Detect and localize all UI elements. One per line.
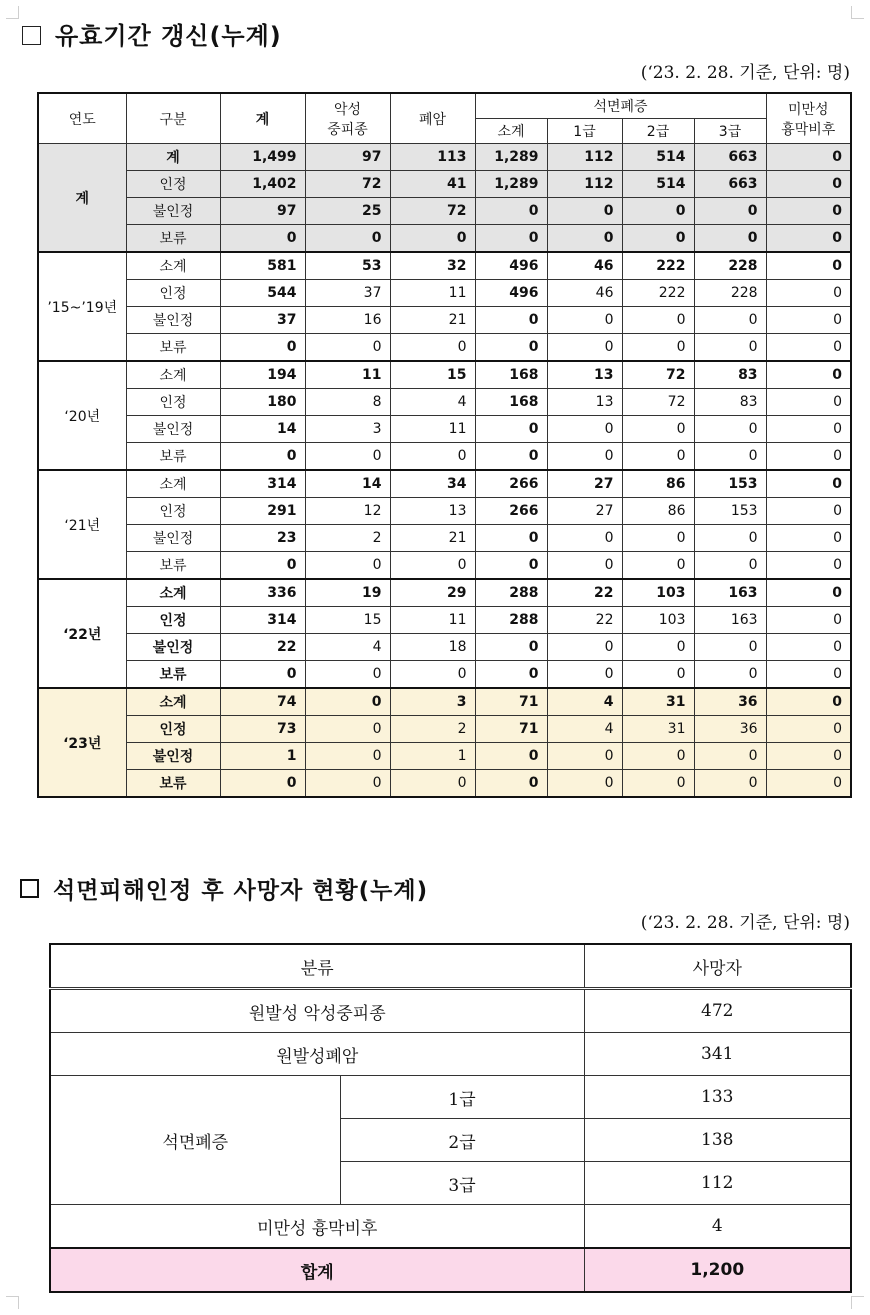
- value-cell: 21: [390, 525, 475, 552]
- row-value-total: 1,200: [584, 1248, 851, 1292]
- table-row: [38, 389, 851, 416]
- value-cell: 0: [305, 443, 390, 471]
- value-cell: 0: [390, 225, 475, 253]
- table-row: [38, 252, 851, 280]
- page-corner-mark: [6, 1296, 19, 1309]
- value-cell: 0: [305, 770, 390, 798]
- category-cell: 불인정: [126, 307, 220, 334]
- value-cell: 0: [766, 389, 851, 416]
- category-cell: 계: [126, 144, 220, 171]
- value-cell: 228: [694, 252, 766, 280]
- value-cell: 153: [694, 498, 766, 525]
- value-cell: 0: [220, 443, 305, 471]
- header-pleural-thickening: [766, 93, 851, 144]
- table-row: [38, 552, 851, 580]
- value-cell: 581: [220, 252, 305, 280]
- value-cell: 0: [547, 416, 622, 443]
- value-cell: 228: [694, 280, 766, 307]
- row-value-pleural: 4: [584, 1205, 851, 1249]
- header-pleural-bottom: 흉막비후: [781, 121, 836, 138]
- value-cell: 0: [766, 525, 851, 552]
- header-malignant-mesothelioma: [305, 93, 390, 144]
- category-cell: 불인정: [126, 525, 220, 552]
- value-cell: 0: [694, 443, 766, 471]
- value-cell: 0: [475, 552, 547, 580]
- value-cell: 103: [622, 607, 694, 634]
- table-row: [38, 361, 851, 389]
- value-cell: 0: [390, 443, 475, 471]
- value-cell: 4: [547, 716, 622, 743]
- value-cell: 0: [622, 552, 694, 580]
- row-value-mesothelioma: 472: [584, 989, 851, 1033]
- header-category: 구분: [126, 93, 220, 144]
- value-cell: 0: [622, 225, 694, 253]
- value-cell: 1: [390, 743, 475, 770]
- value-cell: 0: [547, 770, 622, 798]
- value-cell: 336: [220, 579, 305, 607]
- section2-heading: [20, 872, 428, 905]
- value-cell: 0: [390, 334, 475, 362]
- year-cell: ‘20년: [38, 361, 126, 470]
- year-cell: ‘22년: [38, 579, 126, 688]
- header-asbestosis: 석면폐증: [475, 93, 766, 119]
- value-cell: 19: [305, 579, 390, 607]
- section1-unit-note: (‘23. 2. 28. 기준, 단위: 명): [640, 63, 850, 83]
- value-cell: 31: [622, 716, 694, 743]
- category-cell: 보류: [126, 770, 220, 798]
- table-row: [38, 634, 851, 661]
- value-cell: 0: [694, 416, 766, 443]
- category-cell: 보류: [126, 443, 220, 471]
- value-cell: 0: [220, 225, 305, 253]
- table-row: [38, 607, 851, 634]
- value-cell: 194: [220, 361, 305, 389]
- value-cell: 0: [622, 743, 694, 770]
- value-cell: 266: [475, 498, 547, 525]
- value-cell: 0: [220, 334, 305, 362]
- value-cell: 41: [390, 171, 475, 198]
- value-cell: 97: [305, 144, 390, 171]
- value-cell: 15: [305, 607, 390, 634]
- value-cell: 3: [390, 688, 475, 716]
- category-cell: 보류: [126, 661, 220, 689]
- value-cell: 0: [622, 634, 694, 661]
- value-cell: 0: [766, 634, 851, 661]
- value-cell: 36: [694, 716, 766, 743]
- value-cell: 22: [220, 634, 305, 661]
- value-cell: 0: [622, 198, 694, 225]
- value-cell: 72: [622, 389, 694, 416]
- value-cell: 0: [475, 525, 547, 552]
- value-cell: 0: [547, 525, 622, 552]
- value-cell: 86: [622, 498, 694, 525]
- value-cell: 0: [766, 443, 851, 471]
- table-row: [38, 470, 851, 498]
- value-cell: 0: [694, 307, 766, 334]
- table-row: [38, 225, 851, 253]
- header-malignant-top: 악성: [333, 101, 362, 118]
- value-cell: 0: [622, 334, 694, 362]
- value-cell: 83: [694, 389, 766, 416]
- section2-title: 석면피해인정 후 사망자 현황(누계): [53, 878, 429, 904]
- value-cell: 544: [220, 280, 305, 307]
- header-lung-cancer: 폐암: [390, 93, 475, 144]
- category-cell: 인정: [126, 498, 220, 525]
- value-cell: 0: [766, 770, 851, 798]
- value-cell: 103: [622, 579, 694, 607]
- value-cell: 27: [547, 498, 622, 525]
- value-cell: 11: [390, 280, 475, 307]
- value-cell: 514: [622, 171, 694, 198]
- value-cell: 0: [390, 661, 475, 689]
- value-cell: 0: [766, 607, 851, 634]
- table-row: [38, 743, 851, 770]
- value-cell: 37: [305, 280, 390, 307]
- page-corner-mark: [6, 6, 19, 19]
- value-cell: 13: [547, 389, 622, 416]
- row-label-total: 합계: [50, 1248, 584, 1292]
- header-grade3: 3급: [694, 119, 766, 144]
- table-row: [38, 198, 851, 225]
- value-cell: 32: [390, 252, 475, 280]
- value-cell: 97: [220, 198, 305, 225]
- value-cell: 496: [475, 252, 547, 280]
- value-cell: 0: [766, 198, 851, 225]
- section2-unit-note: (‘23. 2. 28. 기준, 단위: 명): [640, 913, 850, 933]
- value-cell: 0: [766, 416, 851, 443]
- value-cell: 222: [622, 280, 694, 307]
- value-cell: 71: [475, 688, 547, 716]
- value-cell: 11: [305, 361, 390, 389]
- value-cell: 0: [475, 661, 547, 689]
- table-row: [38, 525, 851, 552]
- value-cell: 113: [390, 144, 475, 171]
- value-cell: 288: [475, 579, 547, 607]
- row-value-grade3: 112: [584, 1162, 851, 1205]
- page-corner-mark: [851, 1296, 864, 1309]
- value-cell: 0: [694, 334, 766, 362]
- value-cell: 21: [390, 307, 475, 334]
- category-cell: 인정: [126, 607, 220, 634]
- value-cell: 0: [220, 661, 305, 689]
- table-row: [38, 307, 851, 334]
- row-label-pleural: 미만성 흉막비후: [50, 1205, 584, 1249]
- value-cell: 0: [305, 334, 390, 362]
- value-cell: 0: [622, 307, 694, 334]
- value-cell: 0: [475, 634, 547, 661]
- value-cell: 0: [305, 661, 390, 689]
- table-row: [38, 579, 851, 607]
- value-cell: 12: [305, 498, 390, 525]
- value-cell: 0: [475, 225, 547, 253]
- value-cell: 0: [766, 361, 851, 389]
- value-cell: 1,289: [475, 144, 547, 171]
- value-cell: 0: [305, 552, 390, 580]
- category-cell: 인정: [126, 389, 220, 416]
- value-cell: 18: [390, 634, 475, 661]
- value-cell: 4: [547, 688, 622, 716]
- category-cell: 소계: [126, 470, 220, 498]
- value-cell: 0: [547, 552, 622, 580]
- value-cell: 2: [305, 525, 390, 552]
- section1-heading: [22, 16, 282, 51]
- value-cell: 8: [305, 389, 390, 416]
- value-cell: 0: [475, 334, 547, 362]
- value-cell: 0: [766, 334, 851, 362]
- header-classification: 분류: [50, 944, 584, 989]
- value-cell: 0: [766, 280, 851, 307]
- row-value-grade2: 138: [584, 1119, 851, 1162]
- year-cell: ’15~’19년: [38, 252, 126, 361]
- table-row: [38, 498, 851, 525]
- value-cell: 0: [390, 770, 475, 798]
- value-cell: 0: [766, 552, 851, 580]
- row-label-grade3: 3급: [340, 1162, 584, 1205]
- value-cell: 2: [390, 716, 475, 743]
- category-cell: 인정: [126, 280, 220, 307]
- value-cell: 1,499: [220, 144, 305, 171]
- category-cell: 소계: [126, 252, 220, 280]
- row-value-grade1: 133: [584, 1076, 851, 1119]
- row-label-asbestosis: 석면폐증: [50, 1076, 340, 1205]
- value-cell: 11: [390, 607, 475, 634]
- year-cell: 계: [38, 144, 126, 253]
- value-cell: 83: [694, 361, 766, 389]
- value-cell: 25: [305, 198, 390, 225]
- year-cell: ‘23년: [38, 688, 126, 797]
- value-cell: 73: [220, 716, 305, 743]
- value-cell: 0: [475, 743, 547, 770]
- row-label-lung-cancer: 원발성폐암: [50, 1033, 584, 1076]
- page-corner-mark: [851, 6, 864, 19]
- value-cell: 71: [475, 716, 547, 743]
- value-cell: 0: [766, 144, 851, 171]
- value-cell: 14: [305, 470, 390, 498]
- value-cell: 0: [694, 634, 766, 661]
- value-cell: 0: [766, 716, 851, 743]
- value-cell: 0: [766, 470, 851, 498]
- value-cell: 72: [622, 361, 694, 389]
- value-cell: 153: [694, 470, 766, 498]
- year-cell: ‘21년: [38, 470, 126, 579]
- value-cell: 0: [547, 307, 622, 334]
- value-cell: 46: [547, 252, 622, 280]
- value-cell: 86: [622, 470, 694, 498]
- value-cell: 663: [694, 171, 766, 198]
- value-cell: 0: [390, 552, 475, 580]
- value-cell: 0: [766, 171, 851, 198]
- value-cell: 0: [766, 307, 851, 334]
- value-cell: 0: [622, 770, 694, 798]
- value-cell: 1,289: [475, 171, 547, 198]
- value-cell: 314: [220, 607, 305, 634]
- category-cell: 소계: [126, 688, 220, 716]
- table-row: [38, 443, 851, 471]
- table-row: [38, 716, 851, 743]
- value-cell: 0: [547, 198, 622, 225]
- category-cell: 인정: [126, 716, 220, 743]
- header-grade1: 1급: [547, 119, 622, 144]
- value-cell: 0: [305, 716, 390, 743]
- renewal-table: [37, 92, 852, 798]
- category-cell: 인정: [126, 171, 220, 198]
- value-cell: 168: [475, 361, 547, 389]
- table-row: [38, 688, 851, 716]
- value-cell: 514: [622, 144, 694, 171]
- value-cell: 31: [622, 688, 694, 716]
- value-cell: 4: [390, 389, 475, 416]
- table-row: [38, 770, 851, 798]
- value-cell: 496: [475, 280, 547, 307]
- value-cell: 22: [547, 579, 622, 607]
- value-cell: 0: [475, 416, 547, 443]
- value-cell: 288: [475, 607, 547, 634]
- value-cell: 46: [547, 280, 622, 307]
- value-cell: 23: [220, 525, 305, 552]
- value-cell: 0: [475, 198, 547, 225]
- value-cell: 0: [694, 552, 766, 580]
- value-cell: 0: [766, 252, 851, 280]
- value-cell: 663: [694, 144, 766, 171]
- value-cell: 1: [220, 743, 305, 770]
- checkbox-square-icon: [20, 879, 39, 898]
- value-cell: 72: [390, 198, 475, 225]
- value-cell: 72: [305, 171, 390, 198]
- value-cell: 0: [694, 225, 766, 253]
- value-cell: 0: [694, 525, 766, 552]
- table-row: [38, 280, 851, 307]
- value-cell: 0: [305, 225, 390, 253]
- value-cell: 291: [220, 498, 305, 525]
- value-cell: 0: [547, 743, 622, 770]
- header-deaths: 사망자: [584, 944, 851, 989]
- value-cell: 0: [622, 525, 694, 552]
- value-cell: 37: [220, 307, 305, 334]
- value-cell: 168: [475, 389, 547, 416]
- value-cell: 0: [305, 743, 390, 770]
- value-cell: 0: [220, 552, 305, 580]
- row-label-grade2: 2급: [340, 1119, 584, 1162]
- value-cell: 13: [547, 361, 622, 389]
- checkbox-square-icon: [22, 26, 41, 45]
- deaths-table: [49, 943, 852, 1293]
- value-cell: 0: [622, 443, 694, 471]
- category-cell: 불인정: [126, 416, 220, 443]
- value-cell: 0: [305, 688, 390, 716]
- value-cell: 112: [547, 144, 622, 171]
- table-row: [38, 416, 851, 443]
- value-cell: 22: [547, 607, 622, 634]
- value-cell: 29: [390, 579, 475, 607]
- category-cell: 소계: [126, 579, 220, 607]
- value-cell: 266: [475, 470, 547, 498]
- table-row: [38, 144, 851, 171]
- value-cell: 13: [390, 498, 475, 525]
- value-cell: 0: [220, 770, 305, 798]
- value-cell: 27: [547, 470, 622, 498]
- value-cell: 0: [766, 225, 851, 253]
- row-value-lung-cancer: 341: [584, 1033, 851, 1076]
- category-cell: 불인정: [126, 634, 220, 661]
- table-row: [38, 334, 851, 362]
- value-cell: 14: [220, 416, 305, 443]
- table-row: [38, 661, 851, 689]
- value-cell: 16: [305, 307, 390, 334]
- value-cell: 0: [694, 770, 766, 798]
- value-cell: 180: [220, 389, 305, 416]
- value-cell: 34: [390, 470, 475, 498]
- value-cell: 15: [390, 361, 475, 389]
- value-cell: 3: [305, 416, 390, 443]
- value-cell: 0: [694, 661, 766, 689]
- value-cell: 36: [694, 688, 766, 716]
- header-subtotal: 소계: [475, 119, 547, 144]
- table-row: [38, 171, 851, 198]
- category-cell: 보류: [126, 334, 220, 362]
- value-cell: 0: [547, 334, 622, 362]
- header-pleural-top: 미만성: [788, 101, 829, 118]
- value-cell: 0: [547, 443, 622, 471]
- header-year: 연도: [38, 93, 126, 144]
- value-cell: 1,402: [220, 171, 305, 198]
- row-label-mesothelioma: 원발성 악성중피종: [50, 989, 584, 1033]
- value-cell: 112: [547, 171, 622, 198]
- header-grade2: 2급: [622, 119, 694, 144]
- category-cell: 보류: [126, 552, 220, 580]
- value-cell: 0: [766, 661, 851, 689]
- category-cell: 보류: [126, 225, 220, 253]
- value-cell: 0: [547, 661, 622, 689]
- header-malignant-bottom: 중피종: [327, 121, 368, 138]
- value-cell: 53: [305, 252, 390, 280]
- value-cell: 0: [475, 307, 547, 334]
- value-cell: 0: [547, 225, 622, 253]
- value-cell: 163: [694, 579, 766, 607]
- category-cell: 소계: [126, 361, 220, 389]
- category-cell: 불인정: [126, 743, 220, 770]
- value-cell: 0: [766, 743, 851, 770]
- value-cell: 0: [622, 416, 694, 443]
- row-label-grade1: 1급: [340, 1076, 584, 1119]
- section1-title: 유효기간 갱신(누계): [55, 22, 282, 50]
- value-cell: 0: [766, 498, 851, 525]
- category-cell: 불인정: [126, 198, 220, 225]
- value-cell: 0: [475, 770, 547, 798]
- value-cell: 0: [622, 661, 694, 689]
- value-cell: 0: [475, 443, 547, 471]
- value-cell: 222: [622, 252, 694, 280]
- value-cell: 163: [694, 607, 766, 634]
- header-total: 계: [220, 93, 305, 144]
- value-cell: 74: [220, 688, 305, 716]
- value-cell: 0: [766, 579, 851, 607]
- value-cell: 4: [305, 634, 390, 661]
- value-cell: 0: [694, 198, 766, 225]
- value-cell: 0: [694, 743, 766, 770]
- value-cell: 0: [547, 634, 622, 661]
- value-cell: 11: [390, 416, 475, 443]
- value-cell: 0: [766, 688, 851, 716]
- value-cell: 314: [220, 470, 305, 498]
